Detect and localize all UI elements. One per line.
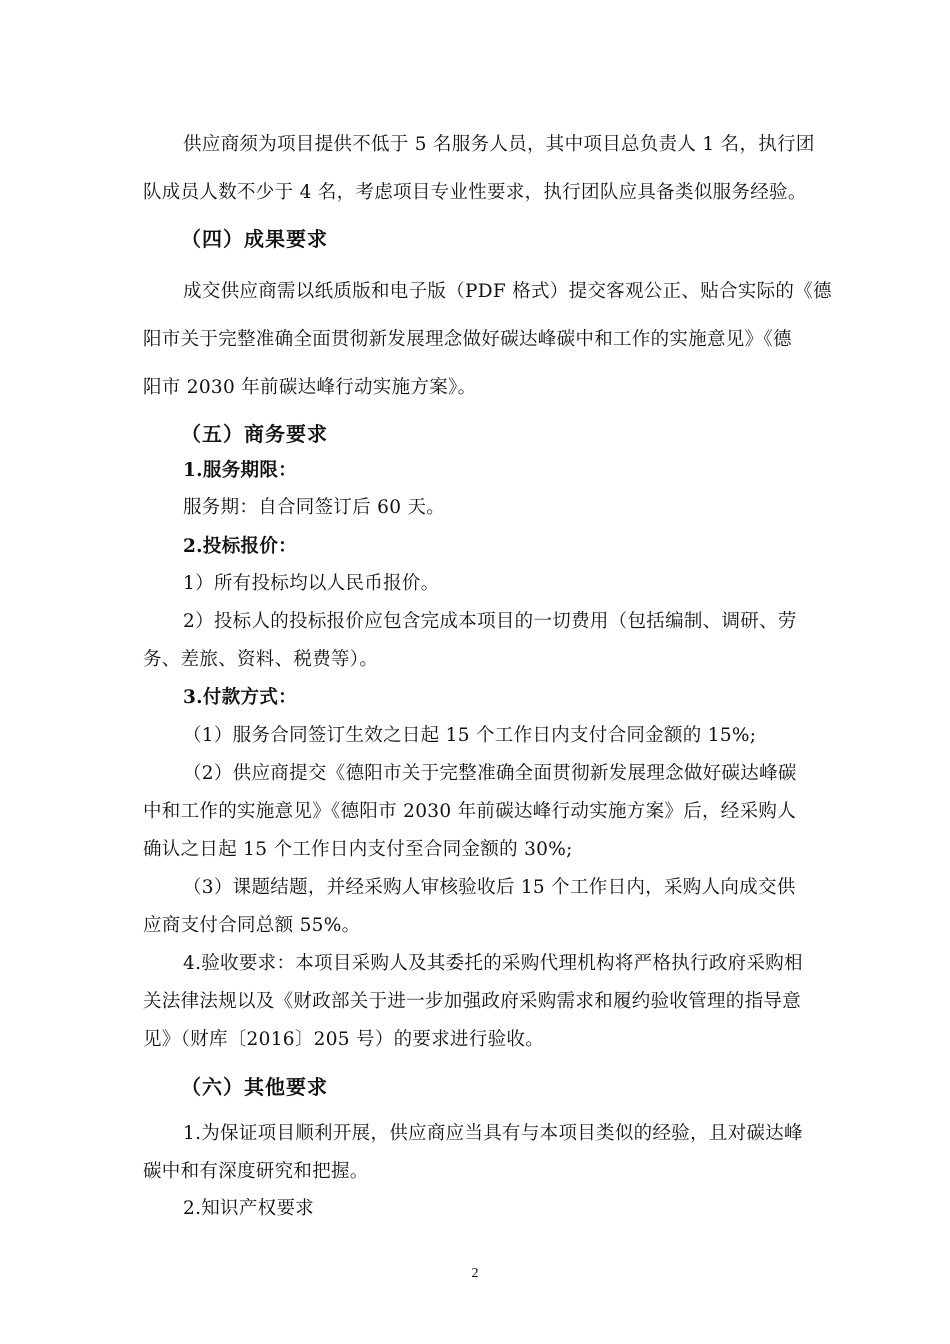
subheading-bid-price: 2.投标报价：: [183, 536, 297, 557]
paragraph-line: 中和工作的实施意见》《德阳市 2030 年前碳达峰行动实施方案》后，经采购人: [143, 801, 796, 822]
paragraph-line: 2）投标人的投标报价应包含完成本项目的一切费用（包括编制、调研、劳: [183, 611, 797, 632]
paragraph-line: 服务期：自合同签订后 60 天。: [183, 497, 446, 518]
paragraph-line: 关法律法规以及《财政部关于进一步加强政府采购需求和履约验收管理的指导意: [143, 991, 802, 1012]
section-heading-6: （六）其他要求: [181, 1075, 328, 1099]
paragraph-line: （3）课题结题，并经采购人审核验收后 15 个工作日内，采购人向成交供: [183, 877, 796, 898]
paragraph-line: 阳市 2030 年前碳达峰行动实施方案》。: [143, 377, 477, 398]
paragraph-line: 供应商须为项目提供不低于 5 名服务人员，其中项目总负责人 1 名，执行团: [183, 134, 815, 155]
paragraph-line: 成交供应商需以纸质版和电子版（PDF 格式）提交客观公正、贴合实际的《德: [183, 281, 832, 302]
paragraph-line: 务、差旅、资料、税费等）。: [143, 649, 379, 670]
paragraph-line: 见》（财库〔2016〕205 号）的要求进行验收。: [143, 1029, 545, 1050]
section-heading-4: （四）成果要求: [181, 227, 328, 251]
paragraph-line: 4.验收要求：本项目采购人及其委托的采购代理机构将严格执行政府采购相: [183, 953, 803, 974]
paragraph-line: （1）服务合同签订生效之日起 15 个工作日内支付合同金额的 15%;: [183, 725, 757, 746]
subheading-service-period: 1.服务期限：: [183, 460, 297, 481]
paragraph-line: 阳市关于完整准确全面贯彻新发展理念做好碳达峰碳中和工作的实施意见》《德: [143, 329, 792, 350]
page-number: 2: [471, 1266, 479, 1281]
paragraph-line: 队成员人数不少于 4 名，考虑项目专业性要求，执行团队应具备类似服务经验。: [143, 182, 807, 203]
subheading-payment: 3.付款方式：: [183, 687, 297, 708]
paragraph-line: 1）所有投标均以人民币报价。: [183, 573, 440, 594]
paragraph-line: 应商支付合同总额 55%。: [143, 915, 361, 936]
paragraph-line: （2）供应商提交《德阳市关于完整准确全面贯彻新发展理念做好碳达峰碳: [183, 763, 797, 784]
paragraph-line: 2.知识产权要求: [183, 1198, 315, 1219]
section-heading-5: （五）商务要求: [181, 422, 328, 446]
paragraph-line: 确认之日起 15 个工作日内支付至合同金额的 30%;: [143, 839, 573, 860]
paragraph-line: 碳中和有深度研究和把握。: [143, 1161, 369, 1182]
paragraph-line: 1.为保证项目顺利开展，供应商应当具有与本项目类似的经验，且对碳达峰: [183, 1123, 803, 1144]
